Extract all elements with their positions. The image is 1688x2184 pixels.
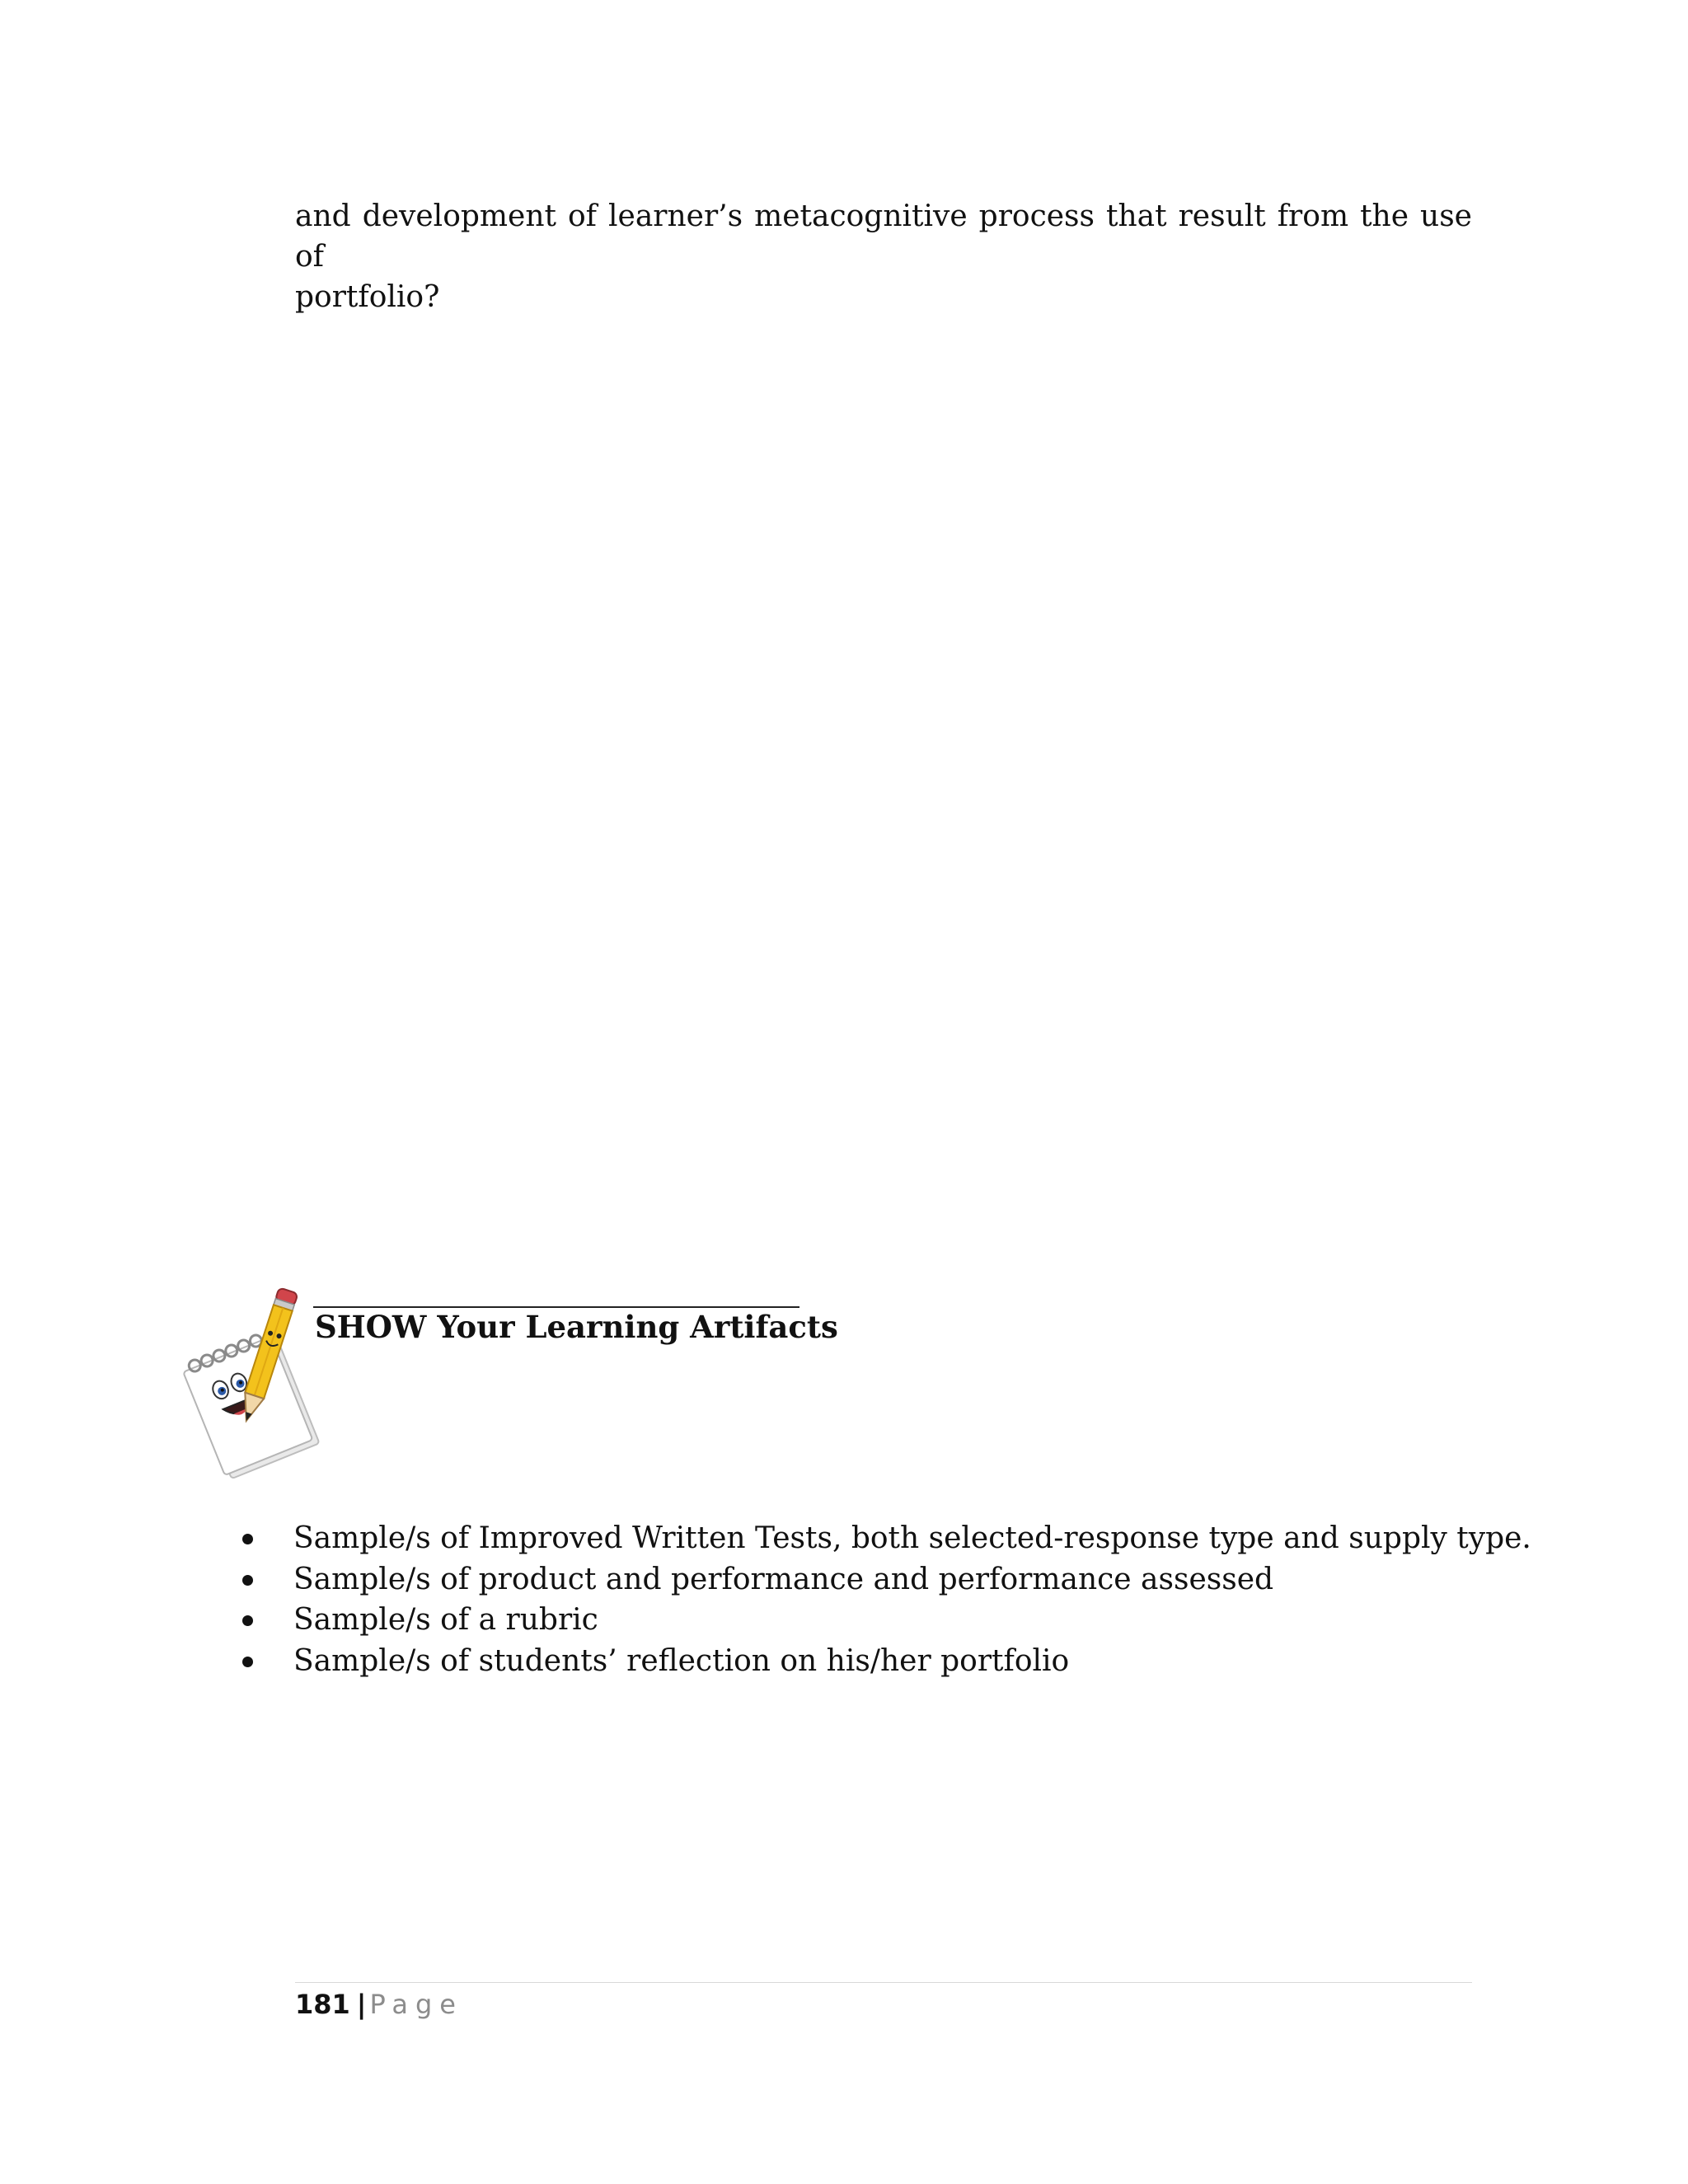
page-label: Page — [369, 1989, 463, 2020]
paragraph-line-1: and development of learner’s metacognitive process that result from the use of — [295, 199, 1472, 274]
list-item: Sample/s of students’ reflection on his/her portfolio — [239, 1641, 1531, 1682]
list-item: Sample/s of a rubric — [239, 1600, 1531, 1641]
bullet-icon — [242, 1615, 253, 1626]
page-footer — [295, 1986, 463, 2022]
section-heading: SHOW Your Learning Artifacts — [315, 1309, 838, 1345]
footer-separator: | — [356, 1989, 367, 2020]
bullet-icon — [242, 1575, 253, 1586]
paragraph-line-2: portfolio? — [295, 280, 440, 314]
bullet-icon — [242, 1534, 253, 1544]
body-paragraph — [295, 196, 1472, 317]
list-item: Sample/s of product and performance and performance assessed — [239, 1559, 1531, 1601]
page-number: 181 — [295, 1989, 350, 2020]
artifact-list — [239, 1518, 1531, 1681]
footer-divider — [295, 1982, 1472, 1983]
bullet-icon — [242, 1657, 253, 1667]
heading-underline — [313, 1306, 799, 1308]
list-item: Sample/s of Improved Written Tests, both selected-response type and supply type. — [239, 1518, 1531, 1559]
